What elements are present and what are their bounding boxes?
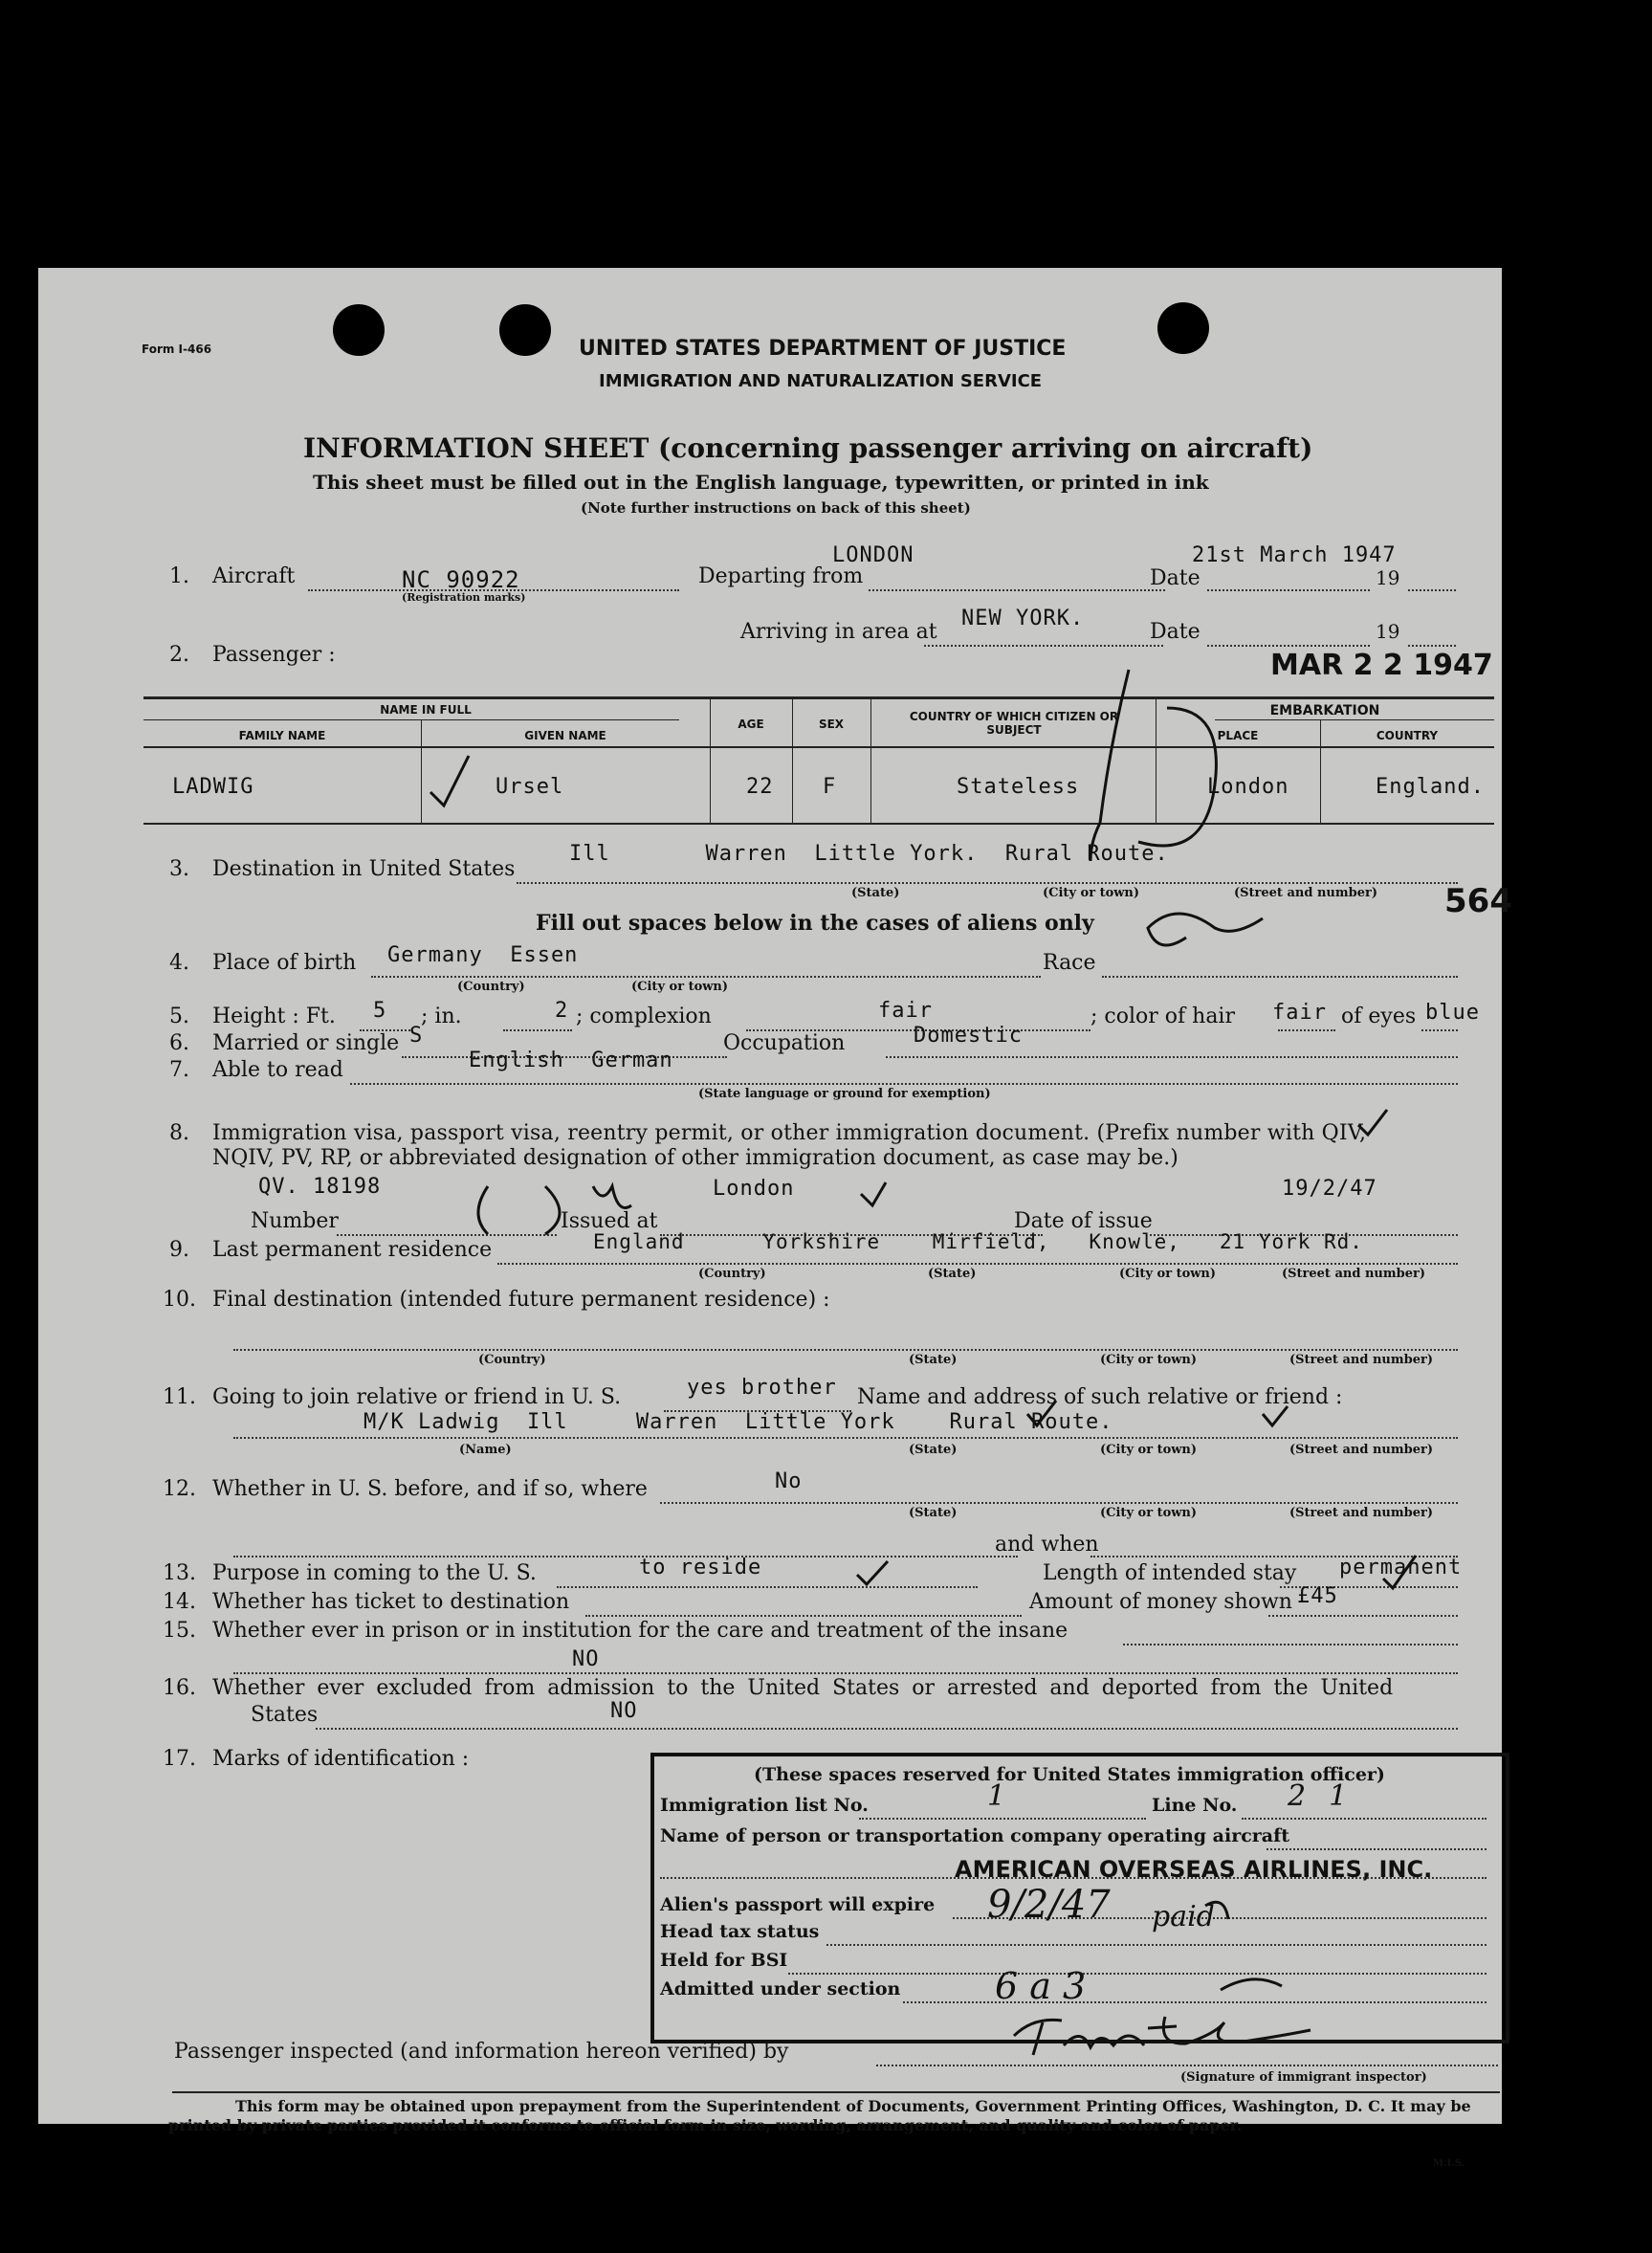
item-number: 5. <box>169 1005 189 1028</box>
print-code: M.I.S. <box>1433 2158 1465 2169</box>
arriving-value: NEW YORK. <box>961 607 1085 630</box>
aliens-heading: Fill out spaces below in the cases of aliens only <box>536 911 1094 936</box>
service-heading: IMMIGRATION AND NATURALIZATION SERVICE <box>599 371 1043 391</box>
head-tax-label: Head tax status <box>660 1921 820 1942</box>
given-name-cell: Ursel <box>496 775 564 799</box>
state-caption: (State) <box>851 886 900 900</box>
form-title: INFORMATION SHEET (concerning passenger arriving on aircraft) <box>303 432 1313 464</box>
department-heading: UNITED STATES DEPARTMENT OF JUSTICE <box>579 337 1067 361</box>
sex-header: SEX <box>818 718 845 731</box>
item-number: 6. <box>169 1031 189 1055</box>
family-name-header: FAMILY NAME <box>238 729 326 742</box>
item-number: 11. <box>163 1385 196 1409</box>
passport-expire-value: 9/2/47 <box>987 1883 1111 1927</box>
form-page <box>38 268 1512 2169</box>
inspected-label: Passenger inspected (and information hereon verified) by <box>174 2040 789 2064</box>
street-caption: (Street and number) <box>1289 1353 1433 1367</box>
occupation-label: Occupation <box>723 1031 846 1055</box>
marital-value: S <box>409 1024 424 1048</box>
item-number: 8. <box>169 1121 189 1145</box>
height-ft-value: 5 <box>373 999 387 1023</box>
item-number: 12. <box>163 1477 196 1501</box>
us-before-value: No <box>775 1469 803 1493</box>
handwritten-marks <box>38 268 1502 2124</box>
embark-place-cell: London <box>1207 775 1289 799</box>
city-caption: (City or town) <box>1100 1353 1198 1367</box>
city-caption: (City or town) <box>631 980 729 994</box>
form-subtitle: This sheet must be filled out in the English language, typewritten, or printed in ink <box>313 471 1209 494</box>
embark-country-header: COUNTRY <box>1376 729 1439 742</box>
company-label: Name of person or transportation company operating aircraft <box>660 1825 1290 1846</box>
bsi-label: Held for BSI <box>660 1950 788 1971</box>
country-caption: (Country) <box>457 980 525 994</box>
item-number: 9. <box>169 1238 189 1262</box>
marital-label: Married or single <box>212 1031 400 1055</box>
read-value: English German <box>469 1049 673 1072</box>
passport-expire-label: Alien's passport will expire <box>660 1894 936 1915</box>
registration-caption: (Registration marks) <box>402 591 526 604</box>
side-number: 564 <box>1444 882 1512 920</box>
street-caption: (Street and number) <box>1289 1443 1433 1457</box>
list-no-label: Immigration list No. <box>660 1795 869 1816</box>
hair-label: ; color of hair <box>1090 1005 1235 1028</box>
visa-number-value: QV. 18198 <box>258 1175 382 1199</box>
signature-caption: (Signature of immigrant inspector) <box>1180 2070 1427 2085</box>
state-caption: (State) <box>928 1267 977 1281</box>
embarkation-header: EMBARKATION <box>1269 703 1380 718</box>
read-label: Able to read <box>212 1058 343 1082</box>
birthplace-value: Germany Essen <box>387 943 579 967</box>
birthplace-label: Place of birth <box>212 951 357 975</box>
occupation-value: Domestic <box>914 1024 1023 1048</box>
year-prefix: 19 <box>1376 566 1400 589</box>
company-stamp: AMERICAN OVERSEAS AIRLINES, INC. <box>955 1856 1433 1883</box>
excluded-value: NO <box>610 1699 638 1723</box>
money-label: Amount of money shown <box>1029 1590 1292 1614</box>
line-no-label: Line No. <box>1152 1795 1238 1816</box>
citizen-cell: Stateless <box>957 775 1080 799</box>
item-number: 4. <box>169 951 189 975</box>
arrival-date-label: Date <box>1150 620 1200 644</box>
arriving-label: Arriving in area at <box>740 620 937 644</box>
final-destination-label: Final destination (intended future permanent residence) : <box>212 1288 830 1312</box>
country-caption: (Country) <box>478 1353 546 1367</box>
prison-label: Whether ever in prison or in institution for the care and treatment of the insane <box>212 1619 1068 1643</box>
visa-text-2: NQIV, PV, RP, or abbreviated designation of other immigration document, as case may be.) <box>212 1146 1178 1170</box>
arrival-stamp: MAR 2 2 1947 <box>1270 649 1493 682</box>
date-label: Date <box>1150 566 1200 590</box>
purpose-value: to reside <box>639 1556 762 1579</box>
prison-value: NO <box>572 1647 600 1671</box>
purpose-label: Purpose in coming to the U. S. <box>212 1561 537 1585</box>
eyes-label: of eyes <box>1341 1005 1417 1028</box>
state-caption: (State) <box>909 1506 958 1520</box>
race-label: Race <box>1043 951 1096 975</box>
departure-date: 21st March 1947 <box>1192 543 1397 567</box>
complexion-value: fair <box>878 999 933 1023</box>
name-in-full-header: NAME IN FULL <box>380 703 472 717</box>
form-number: Form I-466 <box>142 342 212 356</box>
given-name-header: GIVEN NAME <box>524 729 606 742</box>
destination-label: Destination in United States <box>212 857 516 881</box>
street-caption: (Street and number) <box>1282 1267 1425 1281</box>
country-caption: (Country) <box>698 1267 766 1281</box>
street-caption: (Street and number) <box>1289 1506 1433 1520</box>
list-no-value: 1 <box>987 1779 1006 1813</box>
visa-issued-value: London <box>713 1177 795 1201</box>
destination-value: Ill Warren Little York. Rural Route. <box>569 842 1169 866</box>
item-number: 15. <box>163 1619 196 1643</box>
officer-heading: (These spaces reserved for United States immigration officer) <box>754 1764 1385 1785</box>
item-number: 3. <box>169 857 189 881</box>
language-caption: (State language or ground for exemption) <box>698 1087 991 1101</box>
height-in-label: ; in. <box>421 1005 462 1028</box>
us-before-label: Whether in U. S. before, and if so, where <box>212 1477 648 1501</box>
item-number: 16. <box>163 1676 196 1700</box>
street-caption: (Street and number) <box>1234 886 1377 900</box>
excluded-label-1: Whether ever excluded from admission to the United States or arrested and deported from the United <box>212 1676 1394 1700</box>
item-number: 14. <box>163 1590 196 1614</box>
visa-number-label: Number <box>251 1209 339 1233</box>
item-number: 7. <box>169 1058 189 1082</box>
age-cell: 22 <box>746 775 774 799</box>
item-number: 2. <box>169 643 189 667</box>
sex-cell: F <box>823 775 837 799</box>
state-caption: (State) <box>909 1443 958 1457</box>
visa-text-1: Immigration visa, passport visa, reentry permit, or other immigration document. (Prefix number with QIV, <box>212 1121 1367 1145</box>
height-in-value: 2 <box>555 999 569 1023</box>
eyes-value: blue <box>1425 1001 1480 1025</box>
item-number: 10. <box>163 1288 196 1312</box>
line-no-value: 21 <box>1288 1779 1371 1813</box>
ticket-label: Whether has ticket to destination <box>212 1590 570 1614</box>
height-label: Height : Ft. <box>212 1005 336 1028</box>
head-tax-value: paid <box>1152 1900 1215 1933</box>
visa-date-value: 19/2/47 <box>1282 1177 1377 1201</box>
issued-at-label: Issued at <box>561 1209 658 1233</box>
join-value: yes brother <box>687 1376 837 1400</box>
city-caption: (City or town) <box>1100 1443 1198 1457</box>
place-header: PLACE <box>1217 729 1259 742</box>
relative-address-value: M/K Ladwig Ill Warren Little York Rural Route. <box>363 1410 1113 1434</box>
city-caption: (City or town) <box>1100 1506 1198 1520</box>
hair-value: fair <box>1272 1001 1327 1025</box>
marks-label: Marks of identification : <box>212 1747 470 1771</box>
country-citizen-header: COUNTRY OF WHICH CITIZEN OR SUBJECT <box>909 710 1119 737</box>
money-value: £45 <box>1297 1584 1338 1608</box>
city-caption: (City or town) <box>1119 1267 1217 1281</box>
residence-label: Last permanent residence <box>212 1238 493 1262</box>
relative-address-label: Name and address of such relative or friend : <box>857 1385 1343 1409</box>
form-note: (Note further instructions on back of this sheet) <box>581 499 971 517</box>
date-of-issue-label: Date of issue <box>1014 1209 1153 1233</box>
city-caption: (City or town) <box>1043 886 1140 900</box>
item-number: 1. <box>169 564 189 588</box>
passenger-label: Passenger : <box>212 643 336 667</box>
item-number: 17. <box>163 1747 196 1771</box>
when-label: and when <box>995 1533 1099 1557</box>
departing-value: LONDON <box>832 543 914 567</box>
admitted-label: Admitted under section <box>660 1978 901 1999</box>
stay-label: Length of intended stay <box>1043 1561 1297 1585</box>
complexion-label: ; complexion <box>576 1005 712 1028</box>
excluded-label-2: States <box>251 1703 319 1727</box>
stay-value: permanent <box>1339 1556 1463 1579</box>
footer-note: This form may be obtained upon prepayment from the Superintendent of Documents, Government Printing Offices, Washington, D. C. It may be printed by private parties provided it conforms to official form in size, wording, arrangement, and quality and color of paper. <box>168 2097 1471 2134</box>
join-label: Going to join relative or friend in U. S. <box>212 1385 622 1409</box>
age-header: AGE <box>738 718 764 731</box>
aircraft-label: Aircraft <box>212 564 296 588</box>
aircraft-value: NC 90922 <box>402 566 520 593</box>
state-caption: (State) <box>909 1353 958 1367</box>
year-prefix-2: 19 <box>1376 620 1400 643</box>
item-number: 13. <box>163 1561 196 1585</box>
residence-value: England Yorkshire Mirfield, Knowle, 21 York Rd. <box>593 1230 1363 1253</box>
departing-label: Departing from <box>698 564 864 588</box>
embark-country-cell: England. <box>1376 775 1485 799</box>
admitted-value: 6 a 3 <box>995 1965 1087 2007</box>
family-name-cell: LADWIG <box>172 775 254 799</box>
name-caption: (Name) <box>459 1443 512 1457</box>
